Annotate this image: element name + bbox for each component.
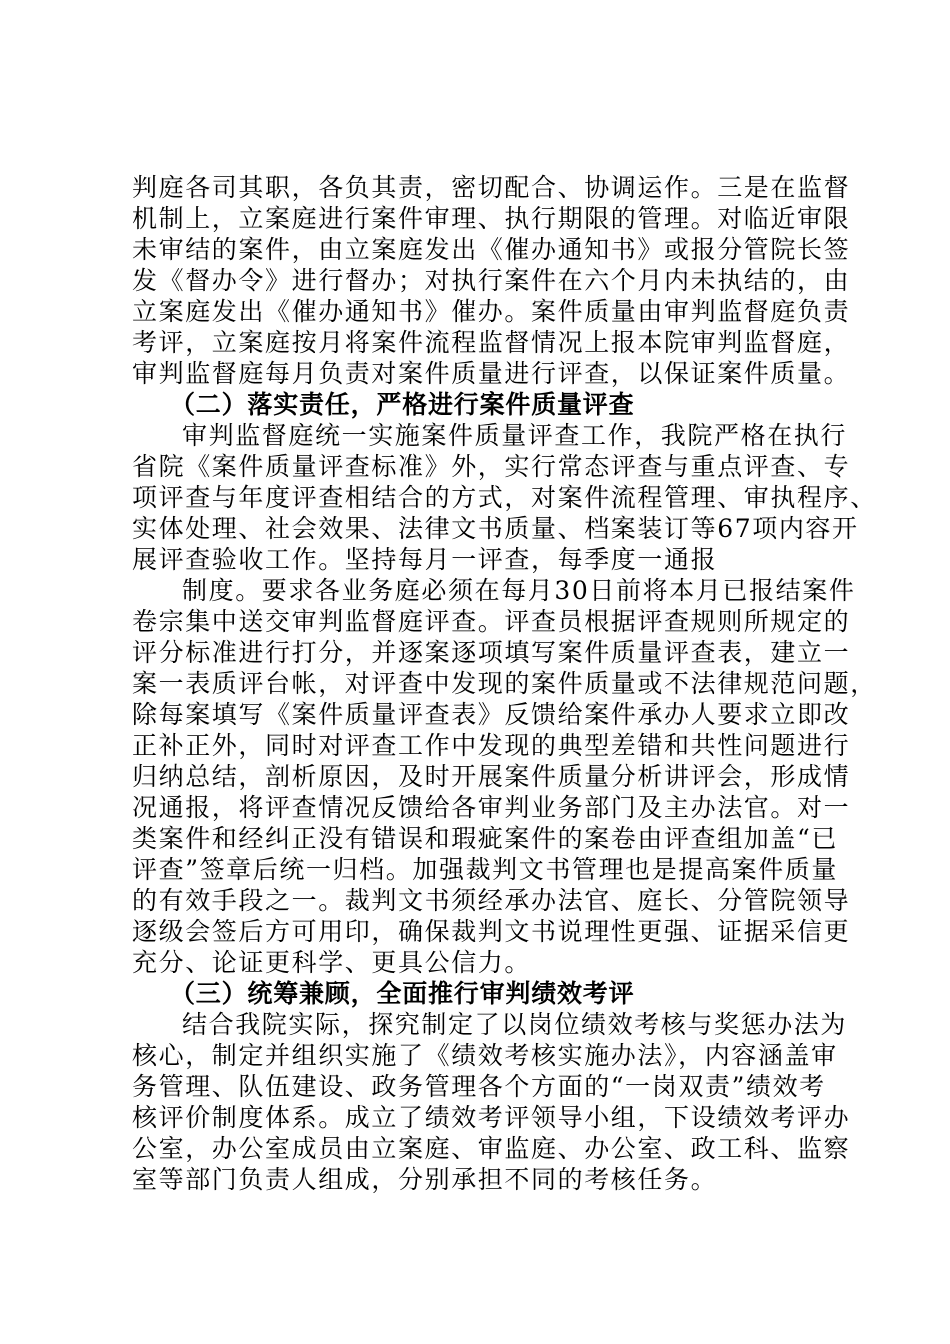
- text-line: 类案件和经纠正没有错误和瑕疵案件的案卷由评查组加盖“已: [132, 824, 838, 853]
- text-line: 核心，制定并组织实施了《绩效考核实施办法》，内容涵盖审: [132, 1041, 838, 1070]
- text-line: 归纳总结，剖析原因，及时开展案件质量分析讲评会，形成情: [132, 762, 851, 791]
- text-line: 审判监督庭统一实施案件质量评查工作，我院严格在执行: [182, 421, 848, 450]
- paragraph-quality-review: [132, 420, 877, 575]
- text-line: 判庭各司其职，各负其责，密切配合、协调运作。三是在监督: [132, 173, 851, 202]
- text-line: 展评查验收工作。坚持每月一评查，每季度一通报: [132, 545, 718, 574]
- paragraph-performance-evaluation: [132, 1009, 851, 1195]
- paragraph-continuation: [132, 172, 851, 389]
- text-line: 考评，立案庭按月将案件流程监督情况上报本院审判监督庭，: [132, 328, 851, 357]
- text-line: 项评查与年度评查相结合的方式，对案件流程管理、审执程序、: [132, 483, 877, 512]
- text-line: 卷宗集中送交审判监督庭评查。评查员根据评查规则所规定的: [132, 607, 851, 636]
- text-line: 况通报，将评查情况反馈给各审判业务部门及主办法官。对一: [132, 793, 851, 822]
- text-line: 室等部门负责人组成，分别承担不同的考核任务。: [132, 1165, 718, 1194]
- text-line: 评分标准进行打分，并逐案逐项填写案件质量评查表，建立一: [132, 638, 851, 667]
- text-line: 逐级会签后方可用印，确保裁判文书说理性更强、证据采信更: [132, 917, 851, 946]
- text-line: 立案庭发出《催办通知书》催办。案件质量由审判监督庭负责: [132, 297, 851, 326]
- text-line: 机制上，立案庭进行案件审理、执行期限的管理。对临近审限: [132, 204, 851, 233]
- text-line: 核评价制度体系。成立了绩效考评领导小组，下设绩效考评办: [132, 1103, 851, 1132]
- text-line: 务管理、队伍建设、政务管理各个方面的“一岗双责”绩效考: [132, 1072, 826, 1101]
- text-line: 结合我院实际，探究制定了以岗位绩效考核与奖惩办法为: [182, 1010, 848, 1039]
- text-line: 公室，办公室成员由立案庭、审监庭、办公室、政工科、监察: [132, 1134, 851, 1163]
- section-heading-3: （三）统筹兼顾，全面推行审判绩效考评: [170, 979, 635, 1008]
- text-line: 评查”签章后统一归档。加强裁判文书管理也是提高案件质量: [132, 855, 838, 884]
- text-line: 省院《案件质量评查标准》外，实行常态评查与重点评查、专: [132, 452, 851, 481]
- text-line: 未审结的案件，由立案庭发出《催办通知书》或报分管院长签: [132, 235, 851, 264]
- text-line: 案一表质评台帐，对评查中发现的案件质量或不法律规范问题，: [132, 669, 877, 698]
- text-line: 充分、论证更科学、更具公信力。: [132, 948, 532, 977]
- document-page: [132, 172, 877, 1195]
- text-line: 正补正外，同时对评查工作中发现的典型差错和共性问题进行: [132, 731, 851, 760]
- text-line: 审判监督庭每月负责对案件质量进行评查，以保证案件质量。: [132, 359, 851, 388]
- section-heading-2: （二）落实责任，严格进行案件质量评查: [170, 390, 635, 419]
- paragraph-review-system: [132, 575, 877, 978]
- text-line: 除每案填写《案件质量评查表》反馈给案件承办人要求立即改: [132, 700, 851, 729]
- text-line: 实体处理、社会效果、法律文书质量、档案装订等67项内容开: [132, 514, 859, 543]
- text-line: 发《督办令》进行督办；对执行案件在六个月内未执结的，由: [132, 266, 851, 295]
- text-line: 的有效手段之一。裁判文书须经承办法官、庭长、分管院领导: [132, 886, 851, 915]
- text-line: 制度。要求各业务庭必须在每月30日前将本月已报结案件: [182, 576, 856, 605]
